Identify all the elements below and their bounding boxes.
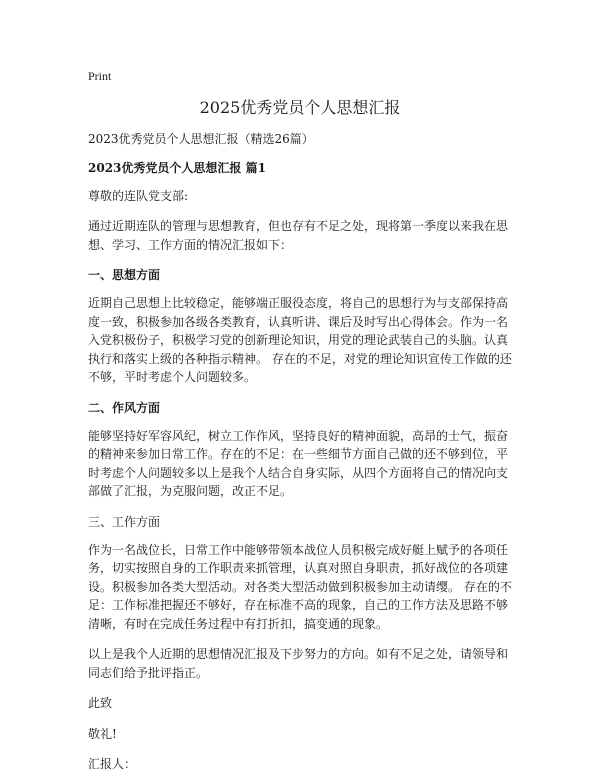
- intro-paragraph: 通过近期连队的管理与思想教育，但也存有不足之处，现将第一季度以来我在思想、学习、工作方面的情况汇报如下：: [88, 219, 509, 252]
- section-body-thought: 近期自己思想上比较稳定，能够端正服役态度，将自己的思想行为与支部保持高度一致，积极参加各级各类教育，认真听讲、课后及时写出心得体会。作为一名入党积极份子，积极学习党的创新理论知识，用党的理论武装自己的头脑。认真执行和落实上级的各种指示精神。 存在的不足，对党的理论知识宣传工作做的还不够，平时考虑个人问题较多。: [88, 296, 512, 384]
- section-heading-thought: 一、思想方面: [88, 268, 161, 282]
- reporter-line: 汇报人：: [88, 757, 137, 771]
- section-body-style: 能够坚持好军容风纪，树立工作作风，坚持良好的精神面貌，高昂的士气，振奋的精神来参加日常工作。存在的不足：在一些细节方面自己做的还不够到位，平时考虑个人问题较多以上是我个人结合自身实际，从四个方面将自己的情况向支部做了汇报，为克服问题，改正不足。: [88, 428, 509, 498]
- section-heading-style: 二、作风方面: [88, 400, 161, 415]
- section-heading-work: 三、工作方面: [88, 514, 161, 529]
- print-link[interactable]: Print: [88, 69, 112, 83]
- salutation: 尊敬的连队党支部:: [88, 188, 189, 203]
- closing-salute: 敬礼!: [88, 726, 117, 741]
- page-title: 2025优秀党员个人思想汇报: [199, 98, 401, 117]
- document-subtitle: 2023优秀党员个人思想汇报（精选26篇）: [88, 132, 314, 146]
- closing-regards: 此致: [88, 696, 113, 710]
- article-heading: 2023优秀党员个人思想汇报 篇1: [88, 160, 266, 175]
- conclusion-paragraph: 以上是我个人近期的思想情况汇报及下步努力的方向。如有不足之处，请领导和同志们给予批评指正。: [88, 647, 509, 680]
- section-body-work: 作为一名战位长，日常工作中能够带领本战位人员积极完成好艇上赋予的各项任务，切实按照自身的工作职责来抓管理，认真对照自身职责，抓好战位的各项建设。积极参加各类大型活动。对各类大型活动做到积极参加主动请缨。 存在的不足：工作标准把握还不够好，存在标准不高的现象，自己的工作方法及思路不够清晰，有时在完成任务过程中有打折扣，搞变通的现象。: [88, 542, 512, 631]
